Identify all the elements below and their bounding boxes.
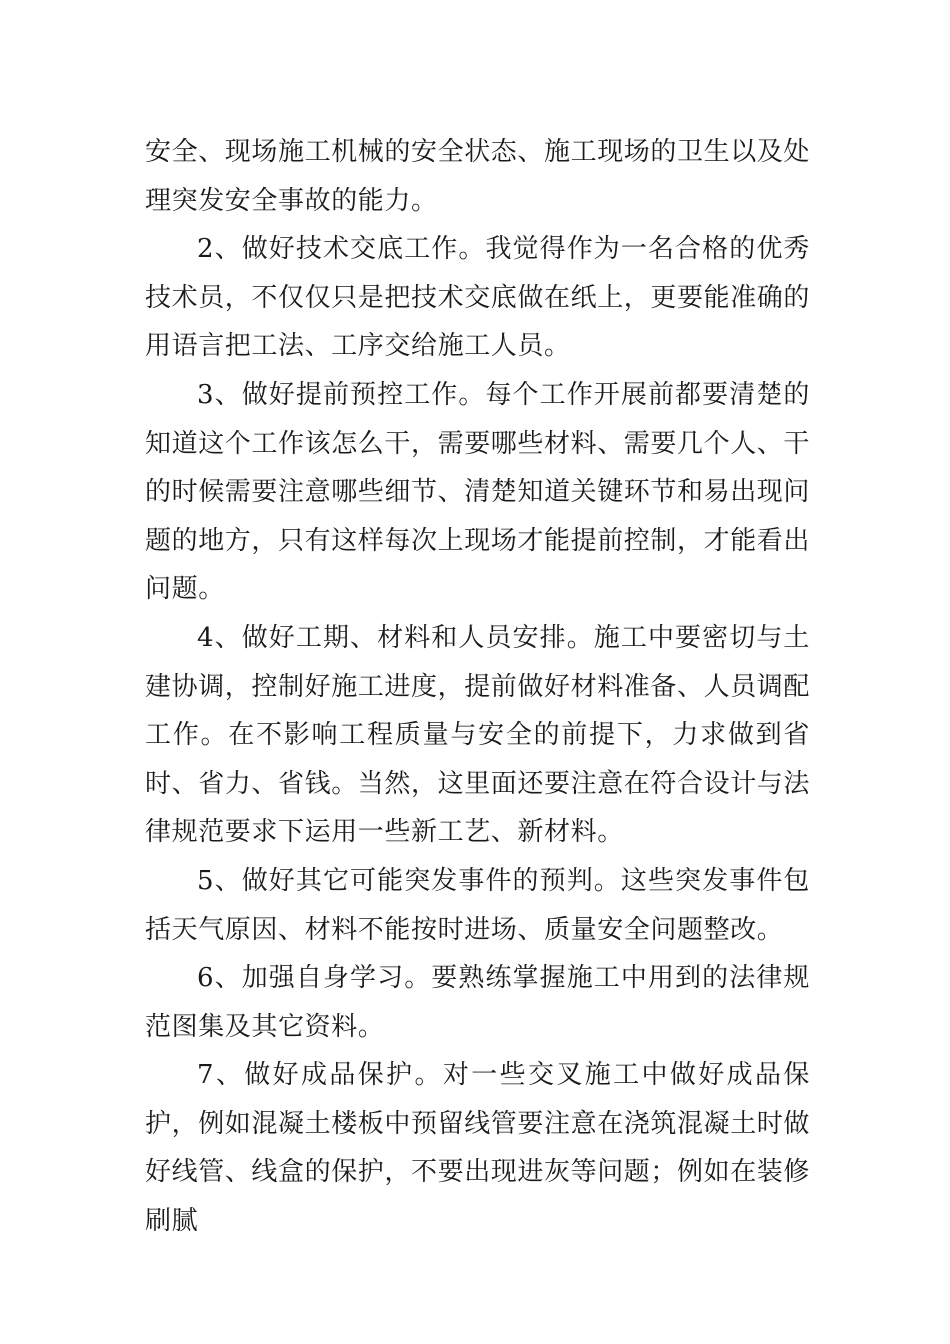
document-body — [145, 128, 810, 1246]
paragraph-item-6: 6、加强自身学习。要熟练掌握施工中用到的法律规范图集及其它资料。 — [145, 963, 810, 1042]
paragraph-continuation: 安全、现场施工机械的安全状态、施工现场的卫生以及处理突发安全事故的能力。 — [145, 137, 811, 216]
paragraph-item-7: 7、做好成品保护。对一些交叉施工中做好成品保护，例如混凝土楼板中预留线管要注意在浇筑混凝土时做好线管、线盒的保护，不要出现进灰等问题；例如在装修刷腻 — [145, 1060, 811, 1237]
paragraph-item-2: 2、做好技术交底工作。我觉得作为一名合格的优秀技术员，不仅仅只是把技术交底做在纸上，更要能准确的用语言把工法、工序交给施工人员。 — [145, 234, 811, 362]
paragraph-item-5: 5、做好其它可能突发事件的预判。这些突发事件包括天气原因、材料不能按时进场、质量安全问题整改。 — [145, 865, 810, 945]
paragraph-item-4: 4、做好工期、材料和人员安排。施工中要密切与土建协调，控制好施工进度，提前做好材料准备、人员调配工作。在不影响工程质量与安全的前提下，力求做到省时、省力、省钱。当然，这里面还要注意在符合设计与法律规范要求下运用一些新工艺、新材料。 — [145, 622, 811, 848]
paragraph-item-3: 3、做好提前预控工作。每个工作开展前都要清楚的知道这个工作该怎么干，需要哪些材料、需要几个人、干的时候需要注意哪些细节、清楚知道关键环节和易出现问题的地方，只有这样每次上现场才能提前控制，才能看出问题。 — [145, 379, 811, 605]
